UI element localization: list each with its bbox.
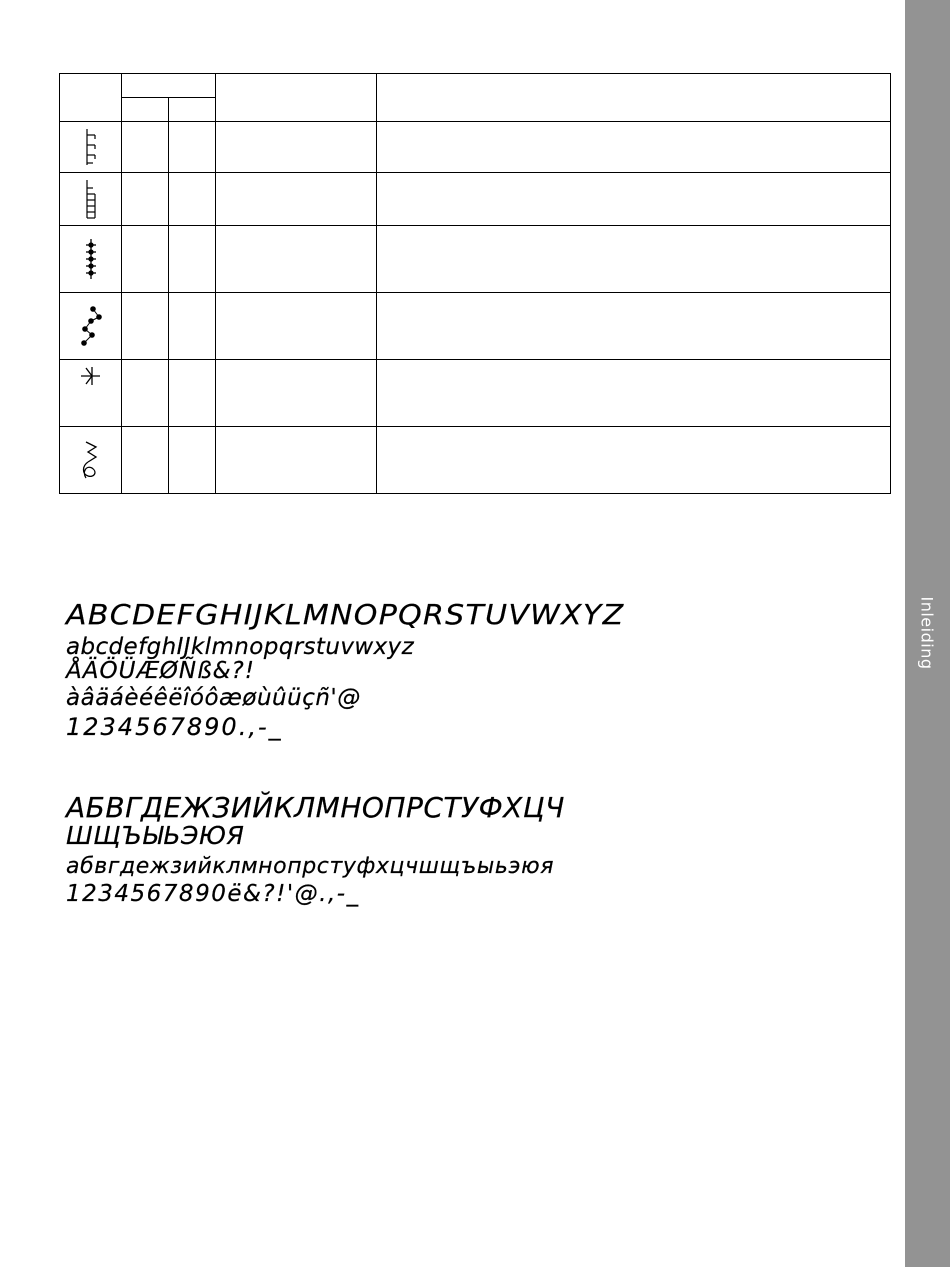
stitch-table [59,73,891,494]
stitch-icon-cell [60,122,122,173]
latin-digits-line: 1234567890.,-_ [66,713,283,741]
size-b-cell [169,173,216,226]
satin-dot-stitch-icon [81,237,101,281]
latin-uppercase-line: ABCDEFGHIJKLMNOPQRSTUVWXYZ [66,599,625,632]
stitch-name-cell [216,427,377,494]
stitch-name-cell [216,173,377,226]
table-row [60,173,891,226]
stitch-description-cell [377,293,891,360]
size-b-cell [169,122,216,173]
size-a-cell [122,427,169,494]
straight-tie-stitch-icon [81,125,101,169]
table-row [60,427,891,494]
header-cell-name [216,74,377,122]
size-a-cell [122,173,169,226]
arrow-tie-off-icon [78,364,104,388]
header-cell-description [377,74,891,122]
stitch-icon-cell [60,173,122,226]
size-b-cell [169,427,216,494]
stitch-icon-cell [60,226,122,293]
size-a-cell [122,226,169,293]
table-row [60,360,891,427]
chapter-side-tab-label: Inleiding [917,596,937,670]
table-header-row [60,74,891,98]
header-cell-size-a [122,98,169,122]
cyrillic-uppercase-line-1: АБВГДЕЖЗИЙКЛМНОПРСТУФХЦЧ [66,791,565,824]
stitch-icon-cell [60,427,122,494]
header-cell-stitch [60,74,122,122]
cyrillic-digits-line: 1234567890ё&?!'@.,-_ [66,881,360,907]
size-a-cell [122,360,169,427]
table-row [60,226,891,293]
cyrillic-lowercase-line: абвгдежзийклмнопрстуфхцчшщъыьэюя [66,854,555,879]
size-a-cell [122,293,169,360]
cyrillic-uppercase-line-2: ШЩЪЫЬЭЮЯ [66,821,245,850]
latin-accented-lowercase-line: àâäáèéêëîóôæøùûüçñ'@ [66,685,361,711]
stitch-description-cell [377,122,891,173]
stitch-name-cell [216,226,377,293]
header-cell-size-b [169,98,216,122]
latin-special-uppercase-line: ÅÄÖÜÆØÑß&?! [66,658,255,684]
table-row [60,122,891,173]
stitch-description-cell [377,173,891,226]
tapering-straight-stitch-icon [81,176,101,222]
stitch-icon-cell [60,293,122,360]
stitch-name-cell [216,360,377,427]
stitch-description-cell [377,427,891,494]
header-cell-size-group [122,74,216,98]
stitch-name-cell [216,293,377,360]
stitch-description-cell [377,360,891,427]
table-row [60,293,891,360]
size-b-cell [169,226,216,293]
stitch-description-cell [377,226,891,293]
size-b-cell [169,293,216,360]
size-b-cell [169,360,216,427]
stitch-name-cell [216,122,377,173]
stitch-icon-cell [60,360,122,427]
wave-stitch-icon [78,438,104,482]
zigzag-dot-stitch-icon [77,304,105,348]
latin-lowercase-line: abcdefghIJklmnopqrstuvwxyz [66,634,415,660]
size-a-cell [122,122,169,173]
